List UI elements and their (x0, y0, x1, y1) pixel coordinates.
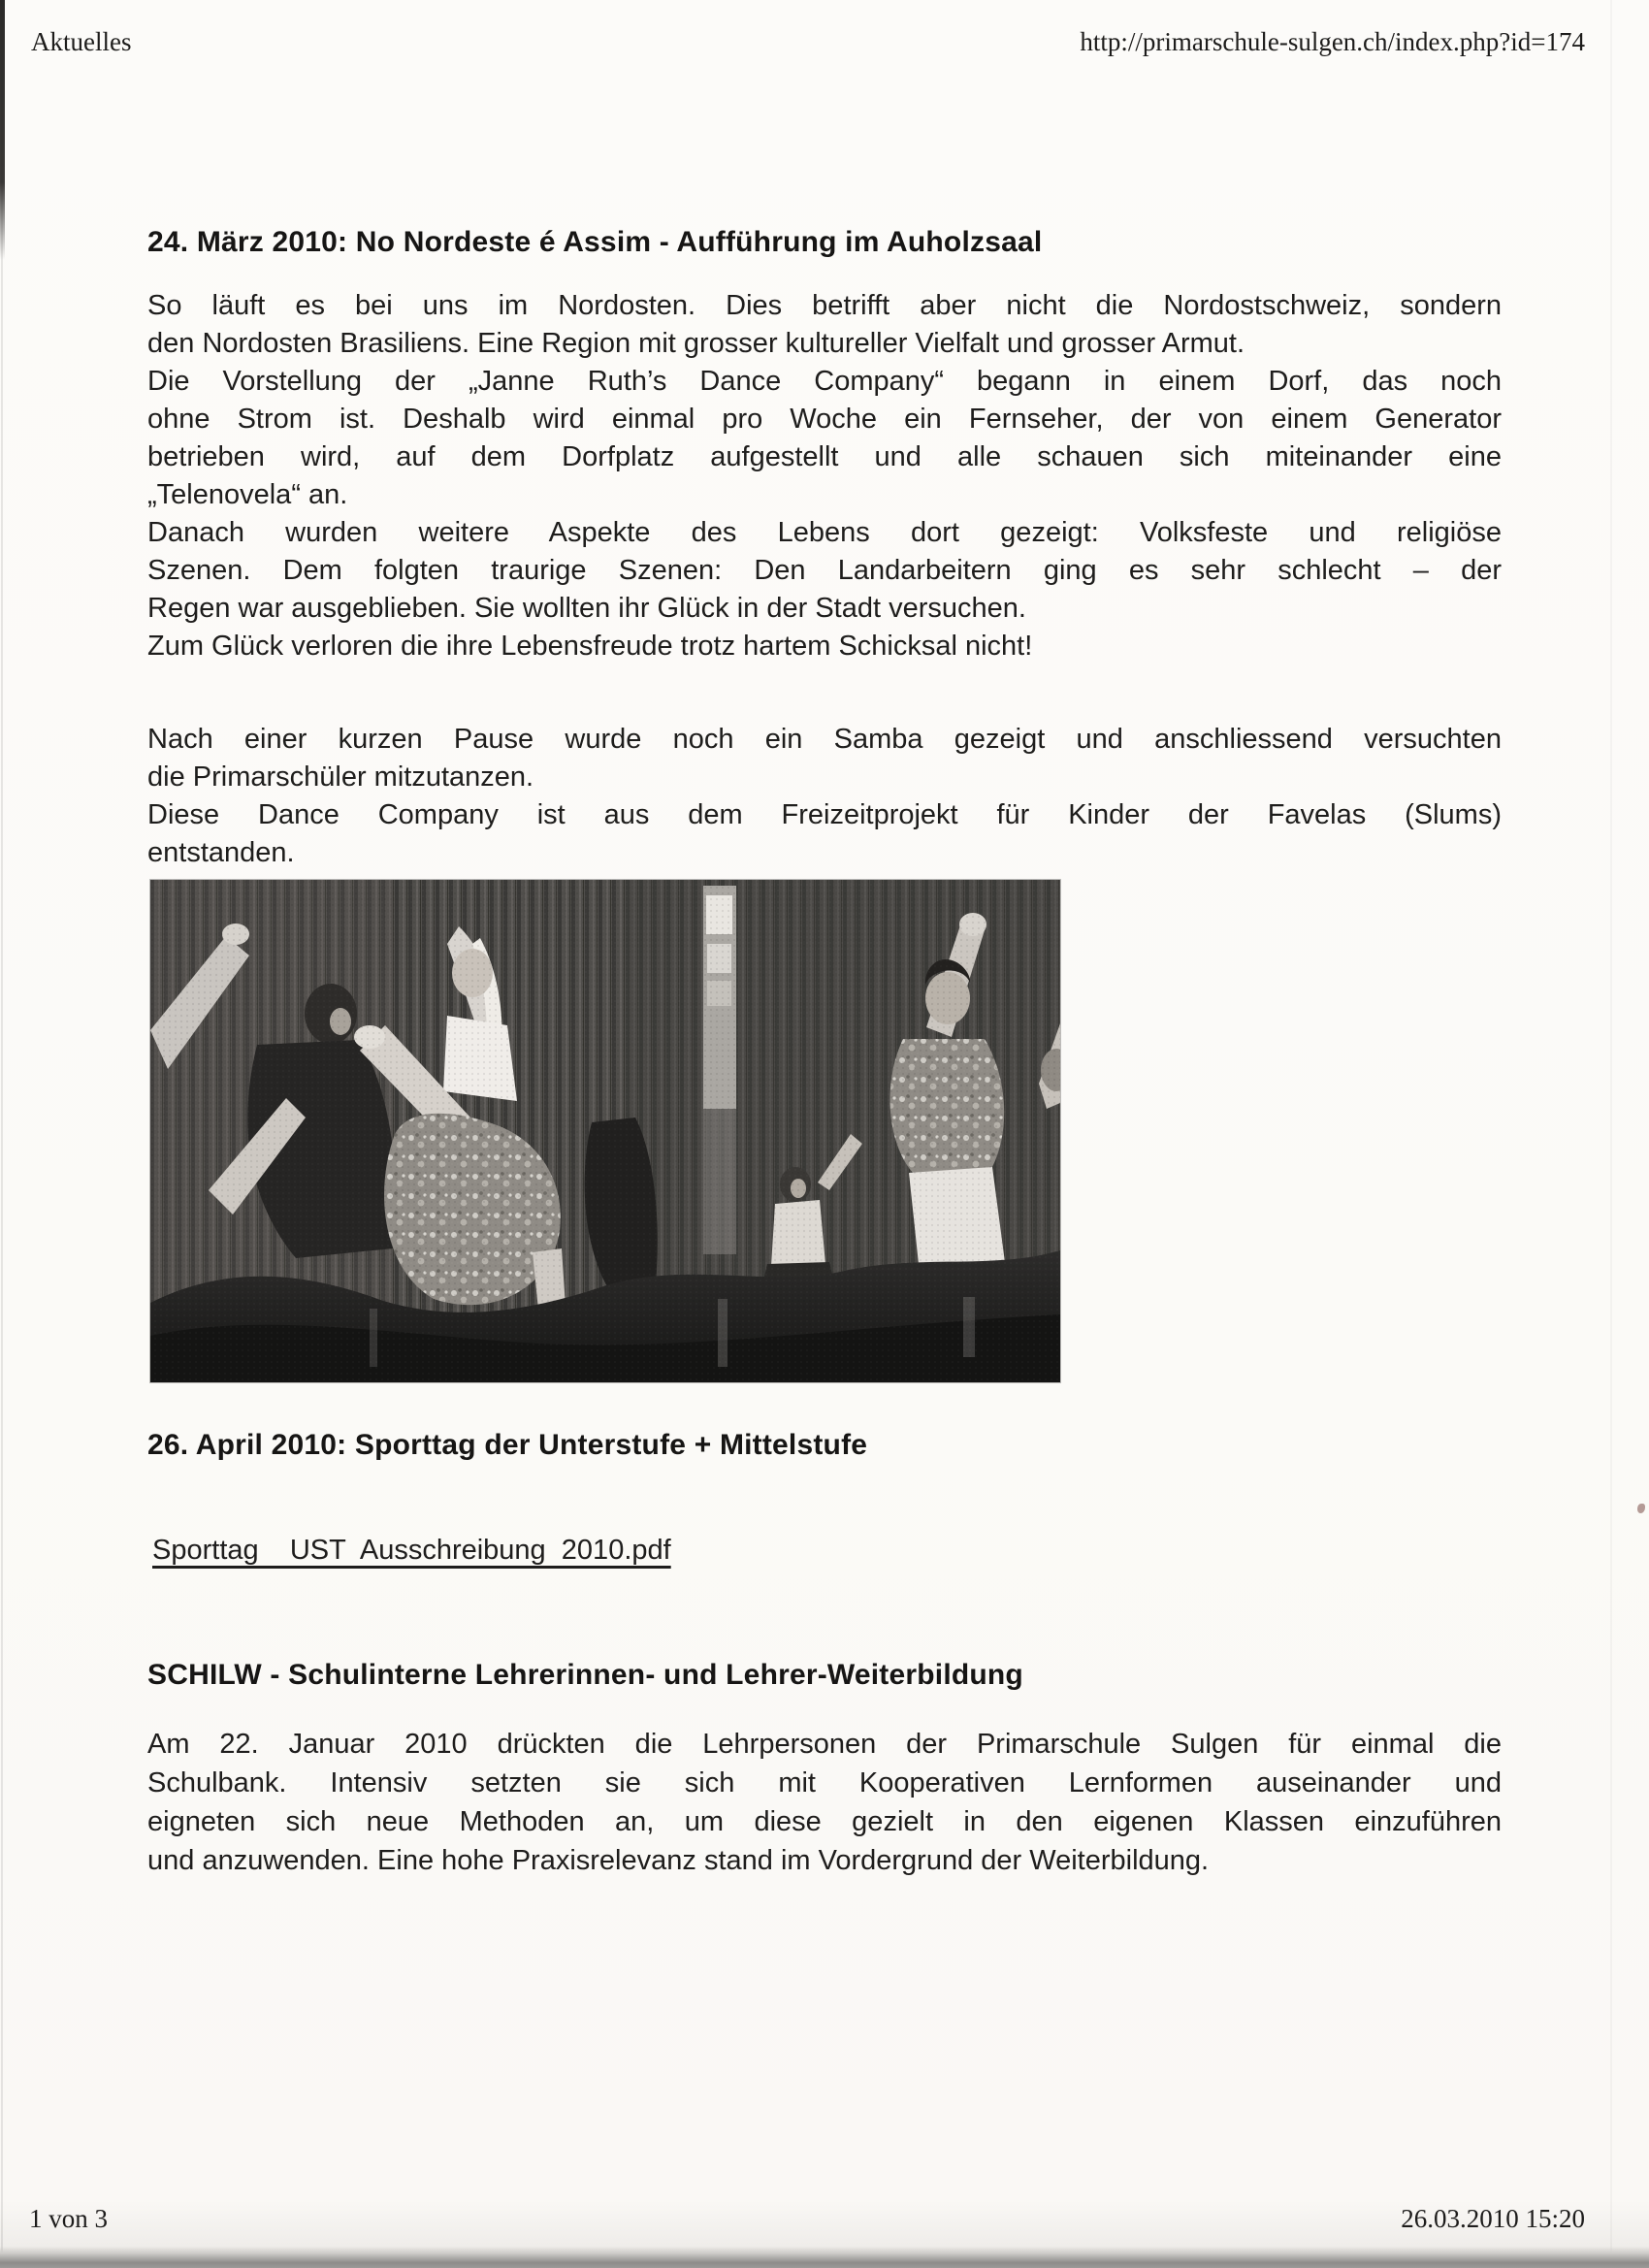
text-line: So läuft es bei uns im Nordosten. Dies betrifft aber nicht die Nordostschweiz, sondern (147, 290, 1502, 321)
text-line: betrieben wird, auf dem Dorfplatz aufgestellt und alle schauen sich miteinander eine (147, 441, 1502, 472)
article-heading-march: 24. März 2010: No Nordeste é Assim - Aufführung im Auholzsaal (147, 226, 1043, 258)
text-line: „Telenovela“ an. (147, 479, 348, 510)
article-heading-schilw: SCHILW - Schulinterne Lehrerinnen- und Lehrer-Weiterbildung (147, 1659, 1023, 1691)
article-paragraph-2 (147, 721, 1502, 872)
text-line: Regen war ausgeblieben. Sie wollten ihr Glück in der Stadt versuchen. (147, 593, 1026, 624)
page-url: http://primarschule-sulgen.ch/index.php?id=174 (1080, 27, 1585, 56)
text-line: Am 22. Januar 2010 drückten die Lehrpersonen der Primarschule Sulgen für einmal die (147, 1729, 1502, 1760)
scan-edge-line-faint (1, 0, 3, 2268)
text-line: den Nordosten Brasiliens. Eine Region mit grosser kultureller Vielfalt und grosser Armut. (147, 328, 1245, 359)
pdf-link[interactable]: Sporttag UST Ausschreibung 2010.pdf (152, 1535, 671, 1566)
text-line: Schulbank. Intensiv setzten sie sich mit Kooperativen Lernformen auseinander und (147, 1767, 1502, 1798)
text-line: entstanden. (147, 837, 295, 868)
text-line: Szenen. Dem folgten traurige Szenen: Den Landarbeitern ging es sehr schlecht – der (147, 555, 1502, 586)
text-line: eigneten sich neue Methoden an, um diese gezielt in den eigenen Klassen einzuführen (147, 1806, 1502, 1837)
print-timestamp: 26.03.2010 15:20 (1401, 2204, 1585, 2233)
article-paragraph-1 (147, 287, 1502, 665)
scan-bottom-shadow (0, 2247, 1649, 2268)
photo-illustration (150, 880, 1060, 1382)
text-line: und anzuwenden. Eine hohe Praxisrelevanz stand im Vordergrund der Weiterbildung. (147, 1845, 1210, 1876)
dance-performance-photo (150, 880, 1060, 1382)
text-line: Die Vorstellung der „Janne Ruth’s Dance Company“ begann in einem Dorf, das noch (147, 366, 1502, 397)
text-line: Diese Dance Company ist aus dem Freizeitprojekt für Kinder der Favelas (Slums) (147, 799, 1502, 830)
text-line: Danach wurden weitere Aspekte des Lebens dort gezeigt: Volksfeste und religiöse (147, 517, 1502, 548)
text-line: die Primarschüler mitzutanzen. (147, 761, 534, 793)
page-number: 1 von 3 (29, 2204, 108, 2233)
document-title: Aktuelles (31, 27, 132, 56)
scan-fold-line (1610, 0, 1612, 2268)
text-line: Nach einer kurzen Pause wurde noch ein Samba gezeigt und anschliessend versuchten (147, 724, 1502, 755)
text-line: ohne Strom ist. Deshalb wird einmal pro Woche ein Fernseher, der von einem Generator (147, 404, 1502, 435)
scan-speck (1637, 1504, 1645, 1513)
article-heading-april: 26. April 2010: Sporttag der Unterstufe + Mittelstufe (147, 1429, 868, 1461)
text-line: Zum Glück verloren die ihre Lebensfreude trotz hartem Schicksal nicht! (147, 631, 1033, 662)
article-paragraph-schilw (147, 1725, 1502, 1880)
